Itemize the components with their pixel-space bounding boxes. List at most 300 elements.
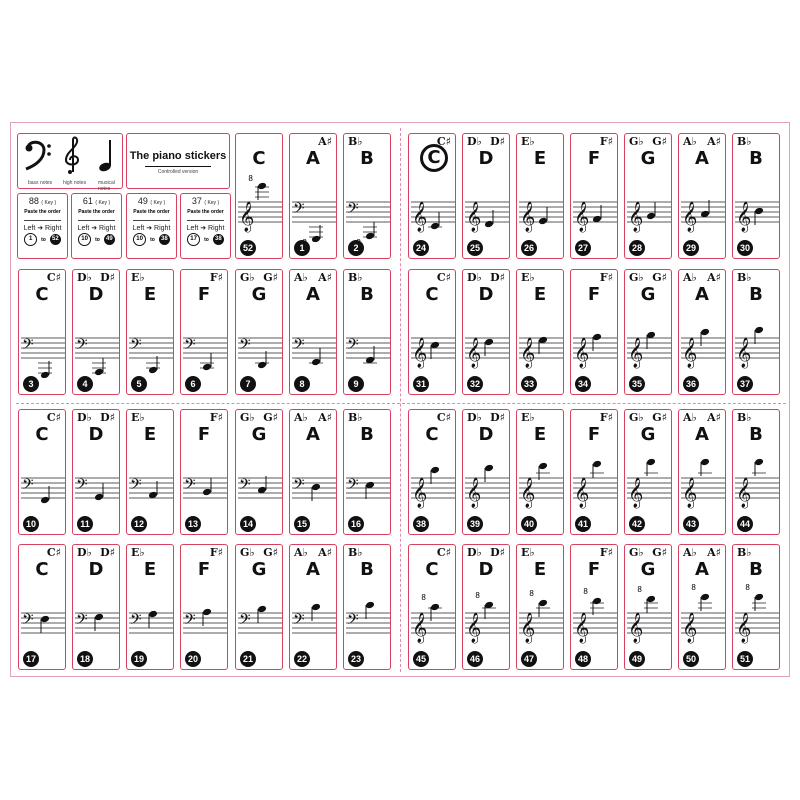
treble-clef-icon: 𝄞 [520, 202, 536, 232]
note-sticker-c [408, 544, 456, 670]
flat-label: G♭ [240, 411, 255, 424]
note-head [148, 610, 158, 619]
sharp-label: F♯ [599, 135, 613, 148]
staff [463, 458, 510, 518]
key-count-box [71, 193, 122, 259]
note-letter: A [306, 559, 320, 580]
note-letter: D [478, 284, 494, 305]
note-head [754, 593, 764, 601]
staff [571, 458, 618, 518]
sticker-number: 23 [348, 651, 364, 667]
staff [344, 318, 391, 378]
note-head [646, 458, 656, 466]
note-letter: A [695, 284, 709, 305]
sharp-label: C♯ [46, 546, 61, 559]
note-head [646, 212, 656, 221]
sharp-label: A♯ [318, 135, 332, 148]
sticker-number: 39 [467, 516, 483, 532]
sticker-number: 13 [185, 516, 201, 532]
treble-clef-icon: 𝄞 [239, 202, 255, 232]
sticker-number: 49 [629, 651, 645, 667]
right-label: Right [45, 225, 62, 232]
sticker-number: 16 [348, 516, 364, 532]
treble-clef-icon: 𝄞 [736, 202, 752, 232]
treble-clef-icon: 𝄞 [466, 613, 482, 643]
note-head [40, 615, 50, 624]
note-sticker-c [408, 409, 456, 535]
high-notes-caption: high notes [63, 180, 87, 186]
sticker-number: 24 [413, 240, 429, 256]
staff [733, 318, 780, 378]
note-letter: C [252, 148, 266, 169]
note-head [311, 358, 321, 367]
note-sticker-f [570, 409, 618, 535]
staff [625, 182, 672, 242]
flat-label: B♭ [348, 271, 363, 284]
note-head [754, 207, 764, 216]
key-count-box [17, 193, 68, 259]
note-head [257, 182, 267, 190]
note-head [592, 460, 602, 469]
sticker-number: 14 [240, 516, 256, 532]
bass-clef-icon [22, 138, 52, 172]
flat-label: G♭ [629, 546, 644, 559]
sticker-number: 37 [737, 376, 753, 392]
staff [73, 318, 120, 378]
note-letter: E [533, 559, 547, 580]
flat-label: B♭ [737, 135, 752, 148]
page-subtitle: Controlled version [157, 169, 199, 175]
note-letter: F [197, 424, 211, 445]
sticker-number: 12 [131, 516, 147, 532]
note-head [592, 597, 602, 606]
range-to: to [150, 236, 155, 243]
note-sticker-f [180, 269, 228, 395]
note-sticker-f [570, 133, 618, 259]
bass-clef-icon: 𝄢 [22, 611, 34, 632]
note-head [430, 603, 440, 612]
note-letter: E [143, 284, 157, 305]
note-letter: B [749, 559, 763, 580]
octave-mark: 8 [421, 593, 426, 602]
sharp-label: D♯ [490, 546, 505, 559]
direction-row: Left ➜ Right [23, 225, 62, 232]
staff [236, 318, 283, 378]
note-sticker-f [570, 269, 618, 395]
sticker-number: 48 [575, 651, 591, 667]
staff [571, 182, 618, 242]
note-sticker-g [624, 544, 672, 670]
sharp-label: F♯ [209, 271, 223, 284]
sharp-label: A♯ [318, 546, 332, 559]
sticker-number: 52 [240, 240, 256, 256]
sticker-number: 33 [521, 376, 537, 392]
left-label: Left [77, 225, 90, 232]
range-end: 38 [213, 234, 224, 245]
staff [344, 593, 391, 653]
bass-clef-icon: 𝄢 [130, 476, 142, 497]
sharp-label: F♯ [599, 546, 613, 559]
note-sticker-b [343, 544, 391, 670]
staff [409, 182, 456, 242]
flat-label: A♭ [683, 411, 697, 424]
note-sticker-a [289, 544, 337, 670]
bass-clef-icon: 𝄢 [239, 336, 251, 357]
note-sticker-a [289, 269, 337, 395]
note-letter: C [425, 424, 439, 445]
left-label: Left [186, 225, 199, 232]
note-letter: A [306, 284, 320, 305]
note-sticker-b [732, 269, 780, 395]
treble-clef-icon [62, 136, 82, 176]
left-label: Left [132, 225, 145, 232]
note-letter: B [360, 284, 374, 305]
note-letter: D [478, 424, 494, 445]
sharp-label: G♯ [263, 546, 278, 559]
staff [571, 318, 618, 378]
flat-label: E♭ [521, 271, 535, 284]
note-letter: D [88, 424, 104, 445]
note-head [365, 601, 375, 610]
staff [409, 458, 456, 518]
flat-label: D♭ [77, 271, 92, 284]
sharp-label: G♯ [652, 546, 667, 559]
flat-label: B♭ [737, 411, 752, 424]
flat-label: D♭ [467, 135, 482, 148]
note-sticker-f [570, 544, 618, 670]
key-count-box [126, 193, 177, 259]
bass-clef-icon: 𝄢 [347, 611, 359, 632]
sharp-label: G♯ [263, 271, 278, 284]
sticker-number: 2 [348, 240, 364, 256]
staff [127, 593, 174, 653]
note-sticker-a [678, 133, 726, 259]
staff [463, 318, 510, 378]
musical-notes-caption: musical notes [98, 180, 115, 192]
title-box [126, 133, 230, 189]
key-unit: ( Key ) [41, 200, 57, 206]
treble-clef-icon: 𝄞 [682, 338, 698, 368]
sharp-label: D♯ [490, 271, 505, 284]
note-head [754, 326, 764, 335]
wave-rule [24, 216, 61, 221]
note-head [430, 222, 440, 231]
bass-clef-icon: 𝄢 [130, 336, 142, 357]
sticker-number: 41 [575, 516, 591, 532]
bass-clef-icon: 𝄢 [239, 476, 251, 497]
wave-rule [78, 216, 115, 221]
flat-label: G♭ [629, 271, 644, 284]
sharp-label: D♯ [490, 411, 505, 424]
sticker-number: 43 [683, 516, 699, 532]
staff [517, 458, 564, 518]
bass-clef-icon: 𝄢 [347, 200, 359, 221]
octave-mark: 8 [637, 585, 642, 594]
sticker-number: 20 [185, 651, 201, 667]
range-to: to [95, 236, 100, 243]
treble-clef-icon: 𝄞 [520, 338, 536, 368]
staff [409, 593, 456, 653]
sticker-number: 45 [413, 651, 429, 667]
flat-label: E♭ [131, 271, 145, 284]
right-label: Right [154, 225, 171, 232]
bass-clef-icon: 𝄢 [347, 476, 359, 497]
sticker-number: 42 [629, 516, 645, 532]
note-letter: A [695, 148, 709, 169]
flat-label: G♭ [629, 135, 644, 148]
staff [679, 182, 726, 242]
treble-clef-icon: 𝄞 [628, 613, 644, 643]
sharp-label: F♯ [209, 546, 223, 559]
flat-label: B♭ [737, 271, 752, 284]
sticker-range [181, 233, 230, 246]
note-head [94, 613, 104, 622]
staff [733, 182, 780, 242]
treble-clef-icon: 𝄞 [682, 613, 698, 643]
note-sticker-a [678, 269, 726, 395]
note-sticker-e [516, 269, 564, 395]
note-letter: B [749, 148, 763, 169]
sharp-label: G♯ [652, 271, 667, 284]
sticker-number: 18 [77, 651, 93, 667]
treble-clef-icon: 𝄞 [574, 478, 590, 508]
octave-mark: 8 [475, 591, 480, 600]
note-letter: G [251, 424, 267, 445]
flat-label: E♭ [521, 135, 535, 148]
sticker-number: 31 [413, 376, 429, 392]
note-head [484, 338, 494, 347]
sticker-number: 6 [185, 376, 201, 392]
note-letter: D [478, 559, 494, 580]
staff [625, 593, 672, 653]
staff [290, 318, 337, 378]
sticker-number: 17 [23, 651, 39, 667]
treble-clef-icon: 𝄞 [466, 338, 482, 368]
note-head [484, 220, 494, 229]
note-head [40, 496, 50, 505]
direction-row: Left ➜ Right [132, 225, 171, 232]
note-letter: G [640, 148, 656, 169]
right-label: Right [99, 225, 116, 232]
paste-order-label: Paste the order [78, 209, 115, 215]
treble-clef-icon: 𝄞 [736, 613, 752, 643]
range-start: 10 [78, 233, 91, 246]
key-count [181, 196, 230, 206]
note-sticker-b [343, 269, 391, 395]
sticker-number: 29 [683, 240, 699, 256]
sticker-number: 25 [467, 240, 483, 256]
sharp-label: D♯ [100, 271, 115, 284]
direction-row: Left ➜ Right [77, 225, 116, 232]
note-head [257, 605, 267, 614]
sticker-number: 34 [575, 376, 591, 392]
sticker-number: 21 [240, 651, 256, 667]
treble-clef-icon: 𝄞 [412, 202, 428, 232]
note-sticker-f [180, 409, 228, 535]
sticker-number: 4 [77, 376, 93, 392]
sticker-number: 38 [413, 516, 429, 532]
note-letter: A [695, 424, 709, 445]
sharp-label: A♯ [318, 271, 332, 284]
sticker-number: 44 [737, 516, 753, 532]
note-letter: B [360, 148, 374, 169]
bass-clef-icon: 𝄢 [22, 476, 34, 497]
key-count-value: 88 [28, 196, 39, 206]
octave-mark: 8 [248, 174, 253, 183]
note-letter: G [640, 559, 656, 580]
note-head [202, 608, 212, 617]
sharp-label: A♯ [707, 411, 721, 424]
treble-clef-icon: 𝄞 [412, 478, 428, 508]
note-sticker-b [732, 133, 780, 259]
note-sticker-e [126, 544, 174, 670]
sticker-number: 26 [521, 240, 537, 256]
note-sticker-c [408, 269, 456, 395]
sharp-label: F♯ [209, 411, 223, 424]
note-sticker-g [624, 269, 672, 395]
clef-legend [17, 133, 123, 192]
staff [344, 182, 391, 242]
note-head [700, 593, 710, 601]
flat-label: G♭ [240, 546, 255, 559]
note-sticker-c [18, 409, 66, 535]
sticker-number: 32 [467, 376, 483, 392]
note-letter: F [587, 148, 601, 169]
sticker-number: 10 [23, 516, 39, 532]
treble-clef-icon: 𝄞 [412, 338, 428, 368]
bass-clef-icon: 𝄢 [184, 336, 196, 357]
sharp-label: C♯ [46, 411, 61, 424]
sharp-label: C♯ [436, 546, 451, 559]
direction-row: Left ➜ Right [186, 225, 225, 232]
staff [181, 458, 228, 518]
note-head [538, 599, 548, 608]
key-count-value: 49 [137, 196, 148, 206]
note-sticker-g [235, 544, 283, 670]
treble-clef-icon: 𝄞 [574, 202, 590, 232]
note-head [365, 232, 375, 241]
cut-line-vertical [400, 128, 401, 672]
note-sticker-a [289, 409, 337, 535]
note-sticker-d [72, 269, 120, 395]
sticker-number: 5 [131, 376, 147, 392]
paste-order-label: Paste the order [133, 209, 170, 215]
range-to: to [204, 236, 209, 243]
treble-clef-icon: 𝄞 [628, 478, 644, 508]
bass-clef-icon: 𝄢 [76, 336, 88, 357]
sticker-number: 47 [521, 651, 537, 667]
note-head [202, 363, 212, 372]
note-sticker-a [678, 544, 726, 670]
quarter-note-icon [96, 136, 116, 176]
sharp-label: C♯ [436, 411, 451, 424]
bass-clef-icon: 𝄢 [184, 611, 196, 632]
octave-mark: 8 [691, 583, 696, 592]
sharp-label: F♯ [599, 271, 613, 284]
staff [344, 458, 391, 518]
note-sticker-g [235, 269, 283, 395]
sharp-label: A♯ [318, 411, 332, 424]
note-letter: C [425, 559, 439, 580]
right-label: Right [208, 225, 225, 232]
note-sticker-f [180, 544, 228, 670]
staff [463, 182, 510, 242]
note-head [40, 371, 50, 378]
treble-clef-icon: 𝄞 [574, 613, 590, 643]
note-letter: E [143, 559, 157, 580]
treble-clef-icon: 𝄞 [682, 202, 698, 232]
staff [19, 318, 66, 378]
note-sticker-d [462, 133, 510, 259]
note-head [257, 361, 267, 370]
paste-order-label: Paste the order [187, 209, 224, 215]
paste-order-label: Paste the order [24, 209, 61, 215]
bass-clef-icon: 𝄢 [184, 476, 196, 497]
note-letter: A [306, 148, 320, 169]
key-count [18, 196, 67, 206]
sticker-number: 46 [467, 651, 483, 667]
sticker-number: 22 [294, 651, 310, 667]
note-letter: C [420, 144, 448, 172]
note-letter: G [640, 284, 656, 305]
note-sticker-d [462, 269, 510, 395]
note-letter: F [587, 559, 601, 580]
bass-clef-icon: 𝄢 [76, 611, 88, 632]
note-sticker-a [289, 133, 337, 259]
note-sticker-e [126, 409, 174, 535]
left-label: Left [23, 225, 36, 232]
treble-clef-icon: 𝄞 [682, 478, 698, 508]
note-letter: A [306, 424, 320, 445]
note-sticker-b [343, 409, 391, 535]
sticker-number: 27 [575, 240, 591, 256]
range-start: 1 [24, 233, 37, 246]
sharp-label: G♯ [652, 135, 667, 148]
key-count-value: 61 [82, 196, 93, 206]
note-letter: B [749, 424, 763, 445]
sharp-label: G♯ [263, 411, 278, 424]
flat-label: E♭ [131, 411, 145, 424]
sticker-number: 35 [629, 376, 645, 392]
sticker-number: 28 [629, 240, 645, 256]
bass-clef-icon: 𝄢 [293, 200, 305, 221]
key-count [72, 196, 121, 206]
note-head [311, 235, 321, 242]
treble-clef-icon: 𝄞 [736, 338, 752, 368]
note-letter: C [425, 284, 439, 305]
range-start: 17 [187, 233, 200, 246]
sticker-number: 9 [348, 376, 364, 392]
note-sticker-g [235, 409, 283, 535]
flat-label: A♭ [294, 271, 308, 284]
sticker-number: 15 [294, 516, 310, 532]
sharp-label: C♯ [46, 271, 61, 284]
sticker-number: 1 [294, 240, 310, 256]
note-letter: D [88, 284, 104, 305]
staff [679, 318, 726, 378]
note-sticker-d [72, 409, 120, 535]
note-letter: B [749, 284, 763, 305]
sticker-range [18, 233, 67, 246]
sticker-range [72, 233, 121, 246]
note-sticker-b [343, 133, 391, 259]
sticker-number: 40 [521, 516, 537, 532]
sticker-number: 51 [737, 651, 753, 667]
page-title: The piano stickers [129, 150, 227, 162]
treble-clef-icon: 𝄞 [466, 202, 482, 232]
bass-clef-icon: 𝄢 [293, 611, 305, 632]
octave-mark: 8 [529, 589, 534, 598]
